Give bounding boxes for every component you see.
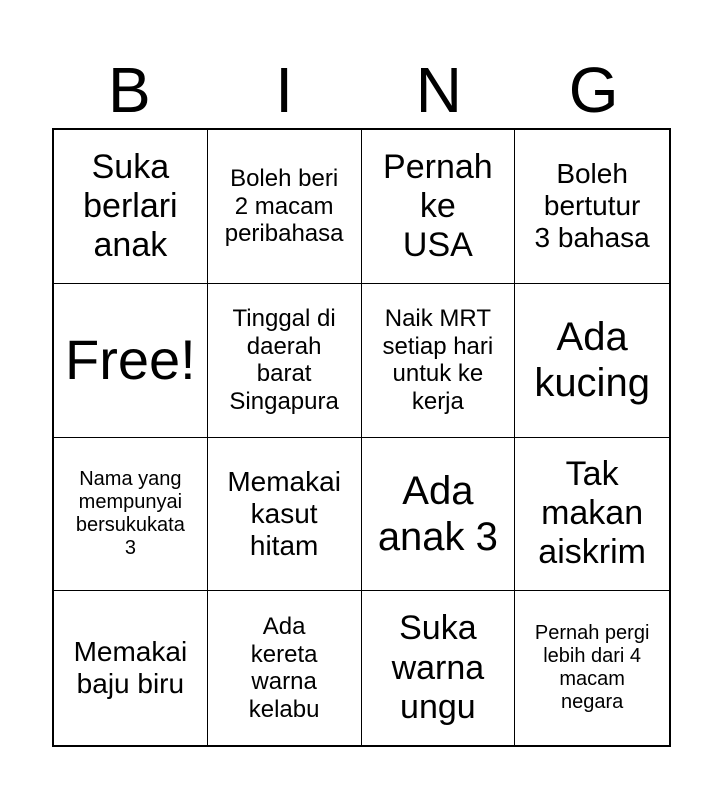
bingo-cell-r4c2[interactable] [208, 591, 362, 745]
bingo-cell-text: Naik MRT setiap hari untuk ke kerja [382, 304, 494, 415]
bingo-cell-r2c2[interactable] [208, 284, 362, 438]
bingo-cell-text: Ada kereta warna kelabu [248, 612, 320, 723]
bingo-cell-text: Pernah pergi lebih dari 4 macam negara [534, 622, 650, 714]
bingo-cell-text: Nama yang mempunyai bersukukata 3 [75, 467, 185, 559]
bingo-cell-r3c4[interactable] [515, 438, 669, 592]
bingo-header [52, 52, 671, 128]
bingo-cell-text: Free! [65, 327, 196, 391]
bingo-cell-text: Tak makan aiskrim [538, 455, 646, 572]
bingo-cell-text: Suka warna ungu [391, 609, 485, 726]
bingo-cell-text: Tinggal di daerah barat Singapura [229, 304, 339, 415]
bingo-cell-r3c1[interactable] [54, 438, 208, 592]
bingo-cell-r3c2[interactable] [208, 438, 362, 592]
header-letter-g: G [568, 54, 619, 126]
bingo-cell-r1c4[interactable] [515, 130, 669, 284]
header-letter-b: B [108, 54, 151, 126]
bingo-cell-r2c3[interactable] [362, 284, 516, 438]
bingo-cell-text: Suka berlari anak [83, 147, 178, 264]
bingo-cell-text: Memakai kasut hitam [227, 465, 341, 561]
bingo-cell-r1c2[interactable] [208, 130, 362, 284]
header-letter-n: N [415, 54, 462, 126]
bingo-cell-text: Memakai baju biru [73, 635, 188, 700]
bingo-cell-r4c3[interactable] [362, 591, 516, 745]
bingo-cell-text: Boleh bertutur 3 bahasa [534, 158, 650, 254]
bingo-cell-r4c1[interactable] [54, 591, 208, 745]
bingo-cell-r1c1[interactable] [54, 130, 208, 284]
bingo-cell-r1c3[interactable] [362, 130, 516, 284]
bingo-cell-text: Boleh beri 2 macam peribahasa [224, 164, 344, 248]
bingo-cell-r2c4[interactable] [515, 284, 669, 438]
bingo-cell-text: Pernah ke USA [383, 147, 493, 264]
bingo-cell-r3c3[interactable] [362, 438, 516, 592]
bingo-board [52, 128, 671, 747]
header-letter-i: I [275, 54, 294, 126]
bingo-cell-r4c4[interactable] [515, 591, 669, 745]
bingo-cell-text: Ada kucing [534, 315, 650, 406]
bingo-cell-free[interactable] [54, 284, 208, 438]
bingo-cell-text: Ada anak 3 [377, 468, 498, 559]
